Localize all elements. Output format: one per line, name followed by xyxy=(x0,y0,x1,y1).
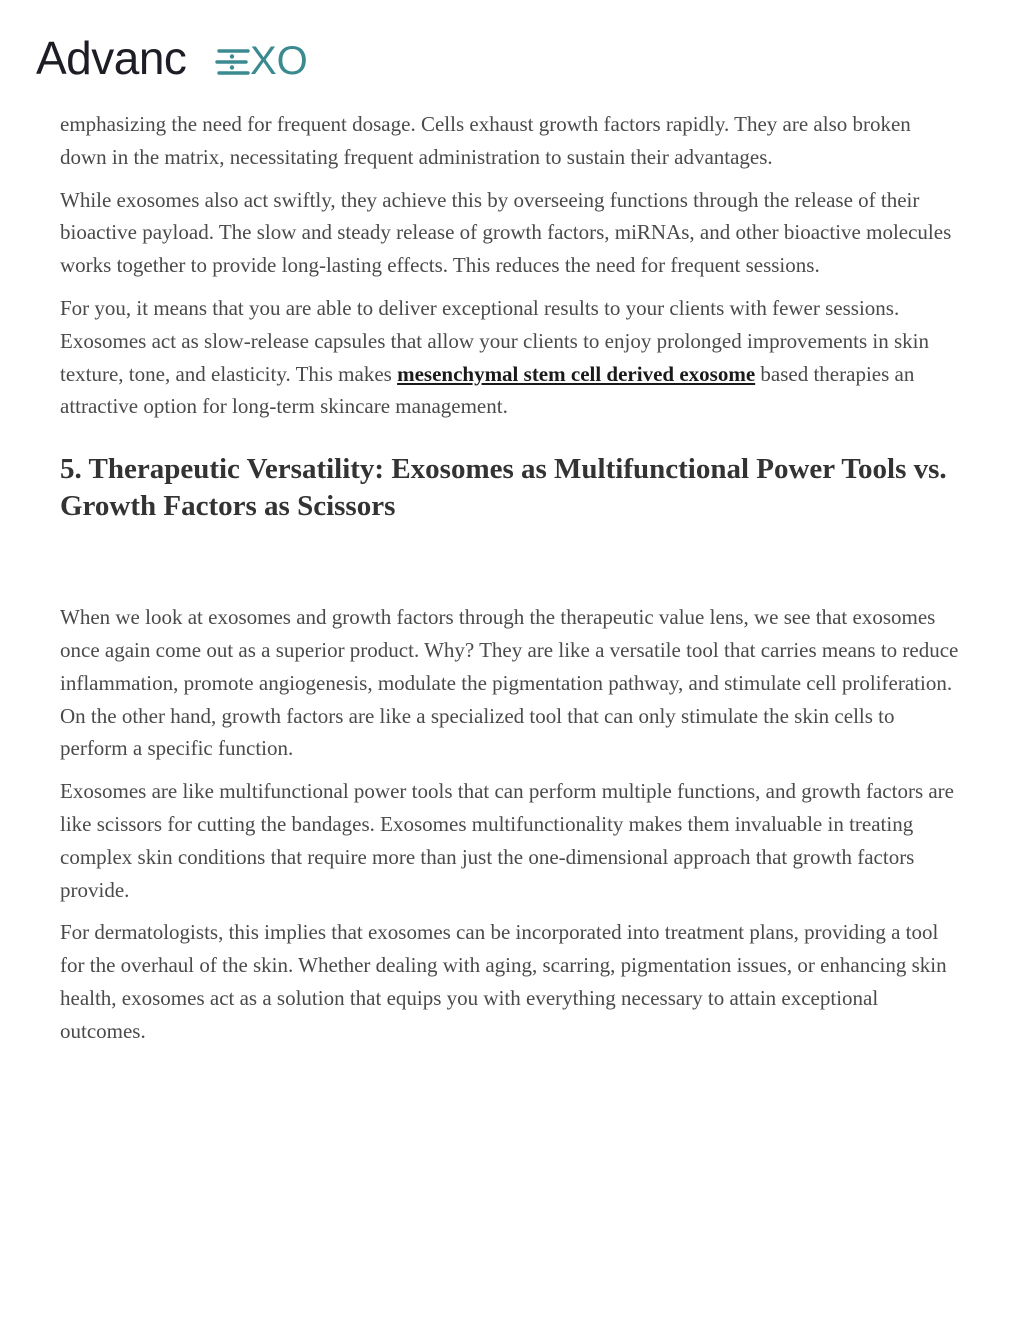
advancexo-logo xyxy=(36,36,316,80)
logo-text-xo: XO xyxy=(250,39,308,80)
article-body xyxy=(60,108,960,1058)
paragraph-dermatologists: For dermatologists, this implies that exosomes can be incorporated into treatment plans, providing a tool for the overhaul of the skin. Whether dealing with aging, scarring, pigmentation issues, or enhancing skin health, exosomes act as a solution that equips you with everything necessary to attain exceptional outcomes. xyxy=(60,920,947,1043)
logo-text-advanc: Advanc xyxy=(36,36,187,80)
msc-exosome-link[interactable]: mesenchymal stem cell derived exosome xyxy=(397,361,756,386)
paragraph-frequent-dosage: emphasizing the need for frequent dosage. Cells exhaust growth factors rapidly. They are also broken down in the matrix, necessitating frequent administration to sustain their advantages. xyxy=(60,112,911,169)
paragraph-fewer-sessions-text-2: based therapies an attractive option for long-term skincare management. xyxy=(60,361,915,419)
paragraph-power-tools: Exosomes are like multifunctional power tools that can perform multiple functions, and growth factors are like scissors for cutting the bandages. Exosomes multifunctionality makes them invaluable in treating complex skin conditions that require more than just the one-dimensional approach that growth factors provide. xyxy=(60,779,954,902)
logo-e-mark xyxy=(217,51,248,73)
section-heading-therapeutic-versatility: 5. Therapeutic Versatility: Exosomes as Multifunctional Power Tools vs. Growth Factors as Scissors xyxy=(60,453,947,523)
paragraph-fewer-sessions-text-1: For you, it means that you are able to deliver exceptional results to your clients with fewer sessions. Exosomes act as slow-release capsules that allow your clients to enjoy prolonged improvements in skin texture, tone, and elasticity. This makes xyxy=(60,295,929,386)
paragraph-fewer-sessions xyxy=(60,292,960,423)
paragraph-therapeutic-value: When we look at exosomes and growth factors through the therapeutic value lens, we see that exosomes once again come out as a superior product. Why? They are like a versatile tool that carries means to reduce inflammation, promote angiogenesis, modulate the pigmentation pathway, and stimulate cell proliferation. On the other hand, growth factors are like a specialized tool that can only stimulate the skin cells to perform a specific function. xyxy=(60,605,959,761)
paragraph-exosomes-release: While exosomes also act swiftly, they achieve this by overseeing functions through the release of their bioactive payload. The slow and steady release of growth factors, miRNAs, and other bioactive molecules works together to provide long-lasting effects. This reduces the need for frequent sessions. xyxy=(60,187,952,278)
